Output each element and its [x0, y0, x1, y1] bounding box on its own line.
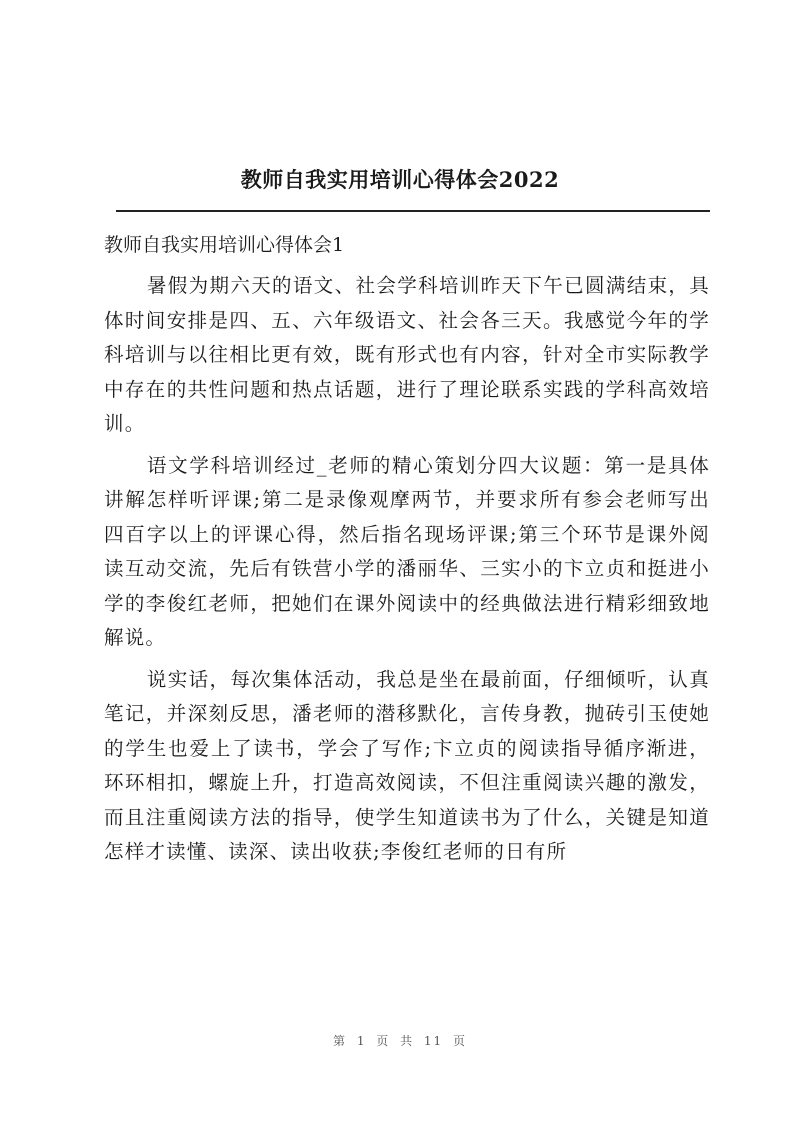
page-number-footer: 第 1 页 共 11 页: [333, 1034, 467, 1048]
paragraph-1: 暑假为期六天的语文、社会学科培训昨天下午已圆满结束，具体时间安排是四、五、六年级语文、社会各三天。我感觉今年的学科培训与以往相比更有效，既有形式也有内容，针对全市实际教学中存在的共性问题和热点话题，进行了理论联系实践的学科高效培训。: [104, 274, 710, 435]
title-divider: [116, 210, 710, 212]
paragraph-2: 语文学科培训经过_老师的精心策划分四大议题：第一是具体讲解怎样听评课;第二是录像观摩两节，并要求所有参会老师写出四百字以上的评课心得，然后指名现场评课;第三个环节是课外阅读互动交流，先后有铁营小学的潘丽华、三实小的卞立贞和挺进小学的李俊红老师，把她们在课外阅读中的经典做法进行精彩细致地解说。: [104, 453, 710, 649]
page-title: 教师自我实用培训心得体会2022: [240, 167, 560, 192]
section-heading: 教师自我实用培训心得体会1: [104, 234, 345, 256]
body-text: [104, 269, 710, 877]
paragraph-3: 说实话，每次集体活动，我总是坐在最前面，仔细倾听，认真笔记，并深刻反思，潘老师的潜移默化，言传身教，抛砖引玉使她的学生也爱上了读书，学会了写作;卞立贞的阅读指导循序渐进，环环相扣，螺旋上升，打造高效阅读，不但注重阅读兴趣的激发，而且注重阅读方法的指导，使学生知道读书为了什么，关键是知道怎样才读懂、读深、读出收获;李俊红老师的日有所: [104, 667, 710, 863]
